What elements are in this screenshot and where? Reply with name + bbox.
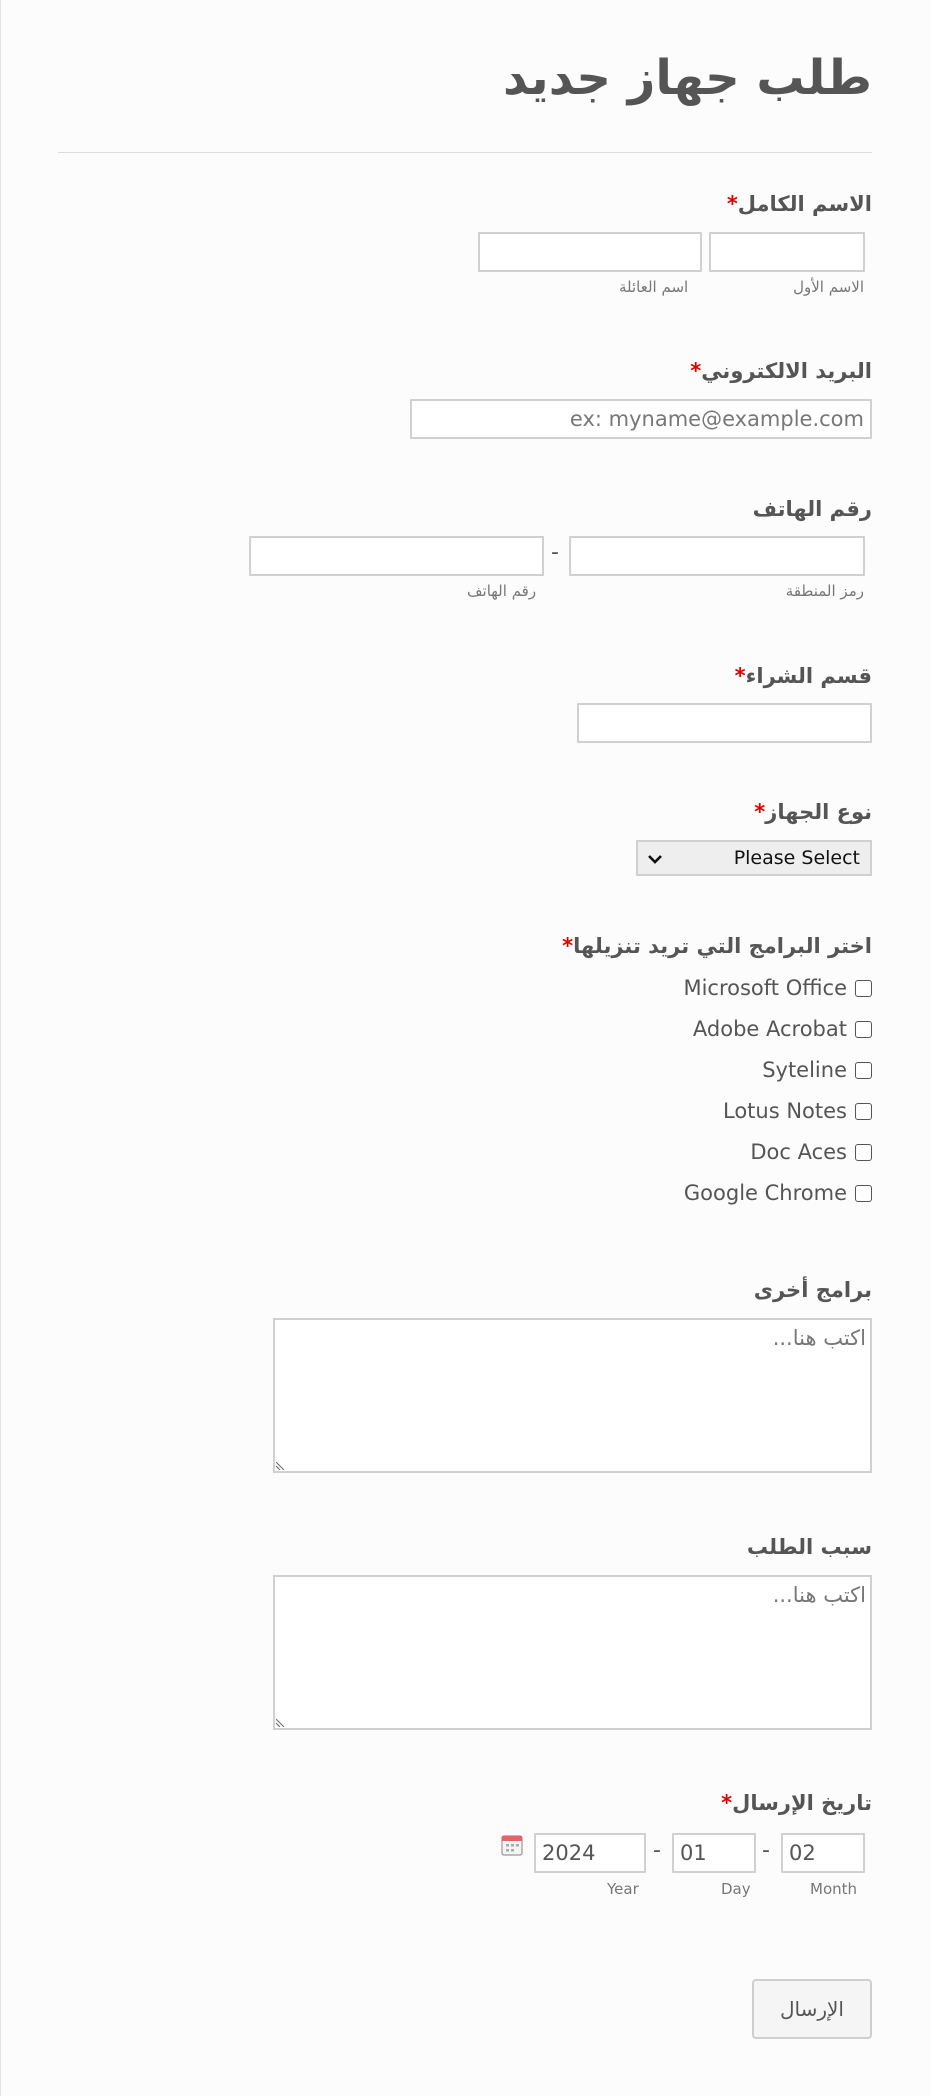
calendar-icon[interactable]	[501, 1834, 523, 1856]
checkbox-label: Lotus Notes	[723, 1099, 847, 1123]
date-separator: -	[762, 1838, 770, 1863]
last-name-sublabel: اسم العائلة	[619, 278, 689, 296]
checkbox-label: Adobe Acrobat	[692, 1017, 847, 1041]
day-sublabel: Day	[721, 1880, 751, 1898]
checkbox[interactable]	[855, 980, 872, 997]
submit-date-label	[721, 1791, 872, 1816]
first-name-input[interactable]	[709, 232, 865, 272]
department-input[interactable]	[577, 703, 872, 743]
reason-textarea[interactable]	[273, 1575, 872, 1730]
phone-separator: -	[551, 540, 559, 565]
checkbox-label: Microsoft Office	[683, 976, 847, 1000]
checkbox[interactable]	[855, 1021, 872, 1038]
device-type-label	[754, 800, 872, 825]
software-option-doc-aces[interactable]	[750, 1140, 872, 1164]
title-divider	[58, 152, 872, 153]
device-type-select[interactable]	[636, 840, 872, 876]
checkbox[interactable]	[855, 1103, 872, 1120]
software-option-syteline[interactable]	[762, 1058, 872, 1082]
year-sublabel: Year	[607, 1880, 639, 1898]
required-mark: *	[726, 192, 738, 216]
required-mark: *	[690, 359, 702, 383]
last-name-input[interactable]	[478, 232, 702, 272]
phone-number-input[interactable]	[249, 536, 544, 576]
checkbox[interactable]	[855, 1185, 872, 1202]
submit-button[interactable]: الإرسال	[752, 1979, 872, 2039]
submit-date-label-text: تاريخ الإرسال	[732, 1791, 872, 1815]
software-option-google-chrome[interactable]	[684, 1181, 872, 1205]
phone-number-sublabel: رقم الهاتف	[467, 582, 537, 600]
area-code-sublabel: رمز المنطقة	[785, 582, 864, 600]
device-type-selected-value: Please Select	[733, 847, 860, 869]
device-type-label-text: نوع الجهاز	[765, 800, 872, 824]
full-name-label	[727, 192, 872, 217]
area-code-input[interactable]	[569, 536, 865, 576]
required-mark: *	[721, 1791, 733, 1815]
required-mark: *	[562, 934, 574, 958]
first-name-sublabel: الاسم الأول	[793, 278, 864, 296]
email-input[interactable]	[410, 399, 872, 439]
resize-grip-icon[interactable]	[276, 1717, 286, 1727]
checkbox[interactable]	[855, 1144, 872, 1161]
full-name-label-text: الاسم الكامل	[737, 192, 872, 216]
phone-label: رقم الهاتف	[752, 497, 872, 521]
year-input[interactable]	[534, 1833, 646, 1873]
page-left-border	[0, 0, 1, 2096]
other-software-textarea[interactable]	[273, 1318, 872, 1473]
form-title: طلب جهاز جديد	[502, 50, 872, 106]
reason-label: سبب الطلب	[746, 1535, 872, 1559]
day-input[interactable]	[672, 1833, 756, 1873]
software-option-lotus-notes[interactable]	[723, 1099, 872, 1123]
chevron-down-icon	[648, 849, 662, 868]
month-sublabel: Month	[810, 1880, 858, 1898]
email-label	[690, 359, 872, 384]
checkbox-label: Syteline	[762, 1058, 847, 1082]
checkbox[interactable]	[855, 1062, 872, 1079]
email-label-text: البريد الالكتروني	[701, 359, 872, 383]
department-label-text: قسم الشراء	[745, 664, 872, 688]
checkbox-label: Google Chrome	[683, 1181, 847, 1205]
required-mark: *	[734, 664, 746, 688]
department-label	[735, 664, 872, 689]
software-option-adobe-acrobat[interactable]	[693, 1017, 872, 1041]
month-input[interactable]	[781, 1833, 865, 1873]
required-mark: *	[754, 800, 766, 824]
checkbox-label: Doc Aces	[750, 1140, 847, 1164]
software-option-microsoft-office[interactable]	[683, 976, 872, 1000]
software-label-text: اختر البرامج التي تريد تنزيلها	[573, 934, 872, 958]
date-separator: -	[653, 1838, 661, 1863]
resize-grip-icon[interactable]	[276, 1460, 286, 1470]
software-label	[562, 934, 872, 959]
other-software-label: برامج أخرى	[753, 1278, 872, 1302]
